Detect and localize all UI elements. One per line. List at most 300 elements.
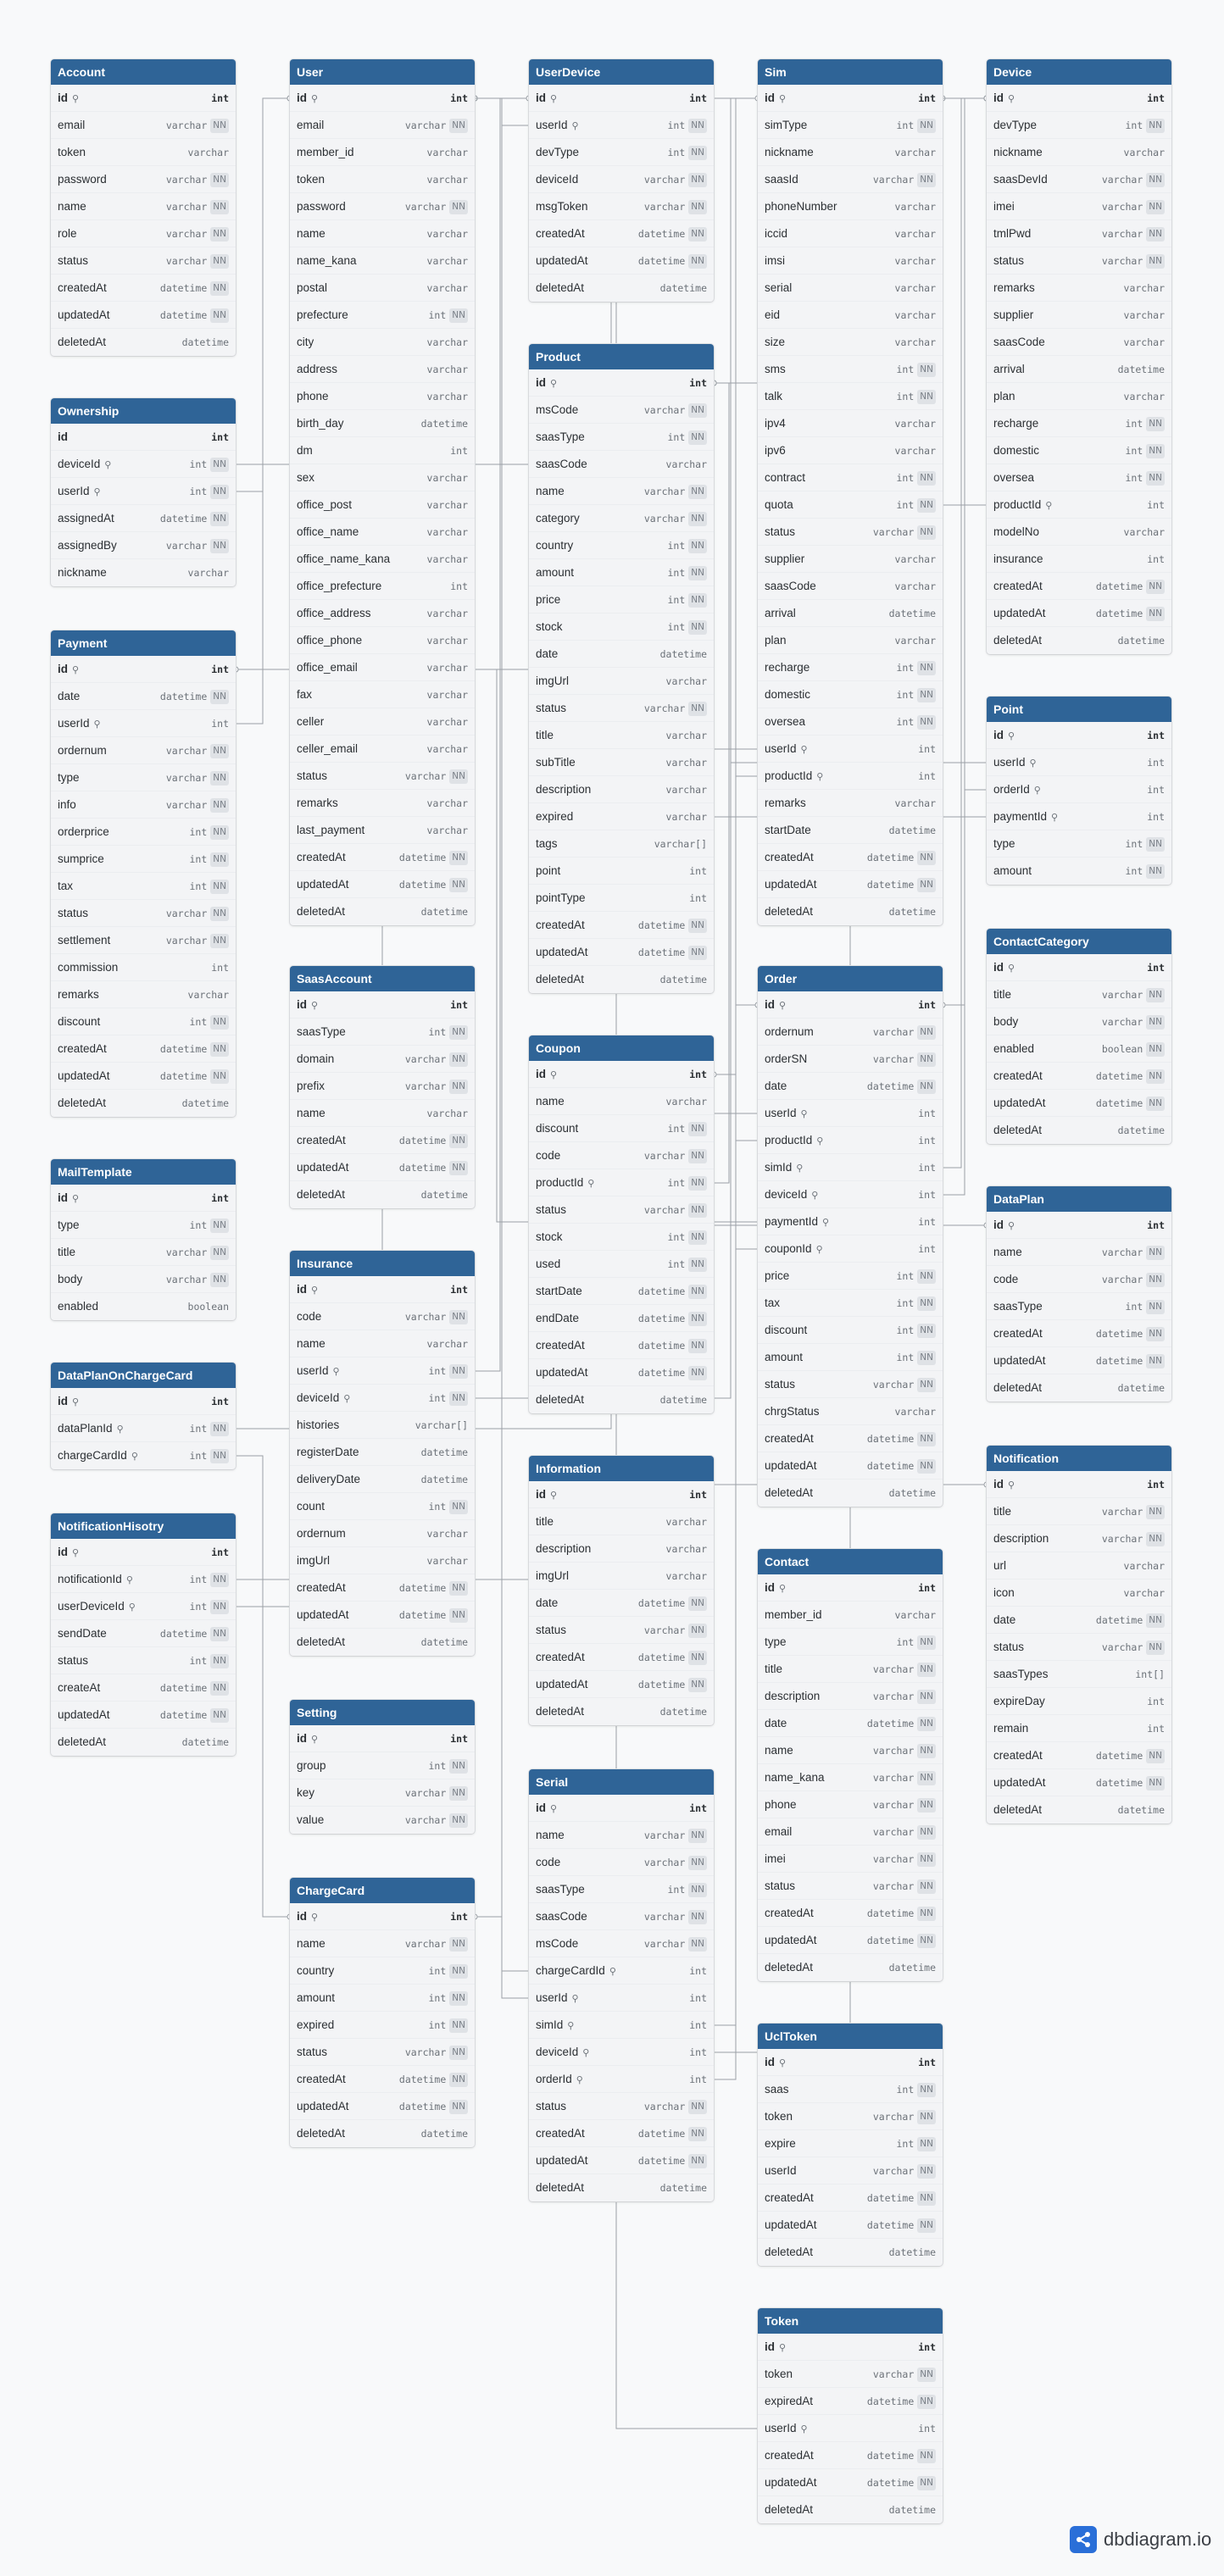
field-row[interactable]	[51, 329, 236, 356]
table-ownership[interactable]	[51, 398, 236, 586]
field-row[interactable]	[51, 559, 236, 586]
field-row[interactable]	[758, 302, 943, 329]
field-row[interactable]	[758, 2157, 943, 2185]
field-row[interactable]	[51, 927, 236, 954]
field-row[interactable]	[290, 844, 475, 871]
field-row[interactable]	[987, 1552, 1171, 1579]
field-row[interactable]	[290, 1547, 475, 1574]
field-row[interactable]	[51, 791, 236, 819]
field-row[interactable]	[758, 1181, 943, 1208]
field-row[interactable]	[529, 1508, 714, 1535]
field-row[interactable]	[51, 1266, 236, 1293]
field-row[interactable]	[987, 1090, 1171, 1117]
field-row[interactable]	[529, 858, 714, 885]
table-contact[interactable]	[758, 1549, 943, 1981]
field-row[interactable]	[51, 1008, 236, 1035]
field-row[interactable]	[51, 275, 236, 302]
field-row[interactable]	[529, 1698, 714, 1725]
field-row[interactable]	[758, 275, 943, 302]
table-point[interactable]	[987, 697, 1171, 885]
field-row[interactable]	[758, 1710, 943, 1737]
field-row[interactable]	[758, 1818, 943, 1846]
field-row[interactable]	[290, 1602, 475, 1629]
table-header[interactable]: UserDevice	[529, 59, 714, 85]
field-row[interactable]	[987, 1796, 1171, 1824]
field-row[interactable]	[290, 1154, 475, 1181]
field-row[interactable]	[290, 1574, 475, 1602]
field-row[interactable]	[290, 2066, 475, 2093]
field-row[interactable]	[758, 1290, 943, 1317]
field-row[interactable]	[529, 1115, 714, 1142]
field-row[interactable]	[987, 722, 1171, 749]
field-row[interactable]	[758, 1927, 943, 1954]
field-row[interactable]	[290, 898, 475, 925]
field-row[interactable]	[987, 1579, 1171, 1607]
field-row[interactable]	[529, 1957, 714, 1985]
field-row[interactable]	[51, 532, 236, 559]
field-row[interactable]	[290, 329, 475, 356]
field-row[interactable]	[987, 1607, 1171, 1634]
field-row[interactable]	[51, 1674, 236, 1702]
field-row[interactable]	[758, 1574, 943, 1602]
field-row[interactable]	[529, 559, 714, 586]
field-row[interactable]	[529, 451, 714, 478]
field-row[interactable]	[529, 478, 714, 505]
field-row[interactable]	[529, 1876, 714, 1903]
field-row[interactable]	[758, 1263, 943, 1290]
field-row[interactable]	[758, 519, 943, 546]
field-row[interactable]	[758, 1452, 943, 1480]
table-order[interactable]	[758, 966, 943, 1507]
field-row[interactable]	[758, 991, 943, 1019]
field-row[interactable]	[529, 1535, 714, 1563]
field-row[interactable]	[758, 1344, 943, 1371]
field-row[interactable]	[51, 1593, 236, 1620]
brand-logo[interactable]	[1070, 2525, 1211, 2554]
field-row[interactable]	[51, 900, 236, 927]
field-row[interactable]	[51, 166, 236, 193]
field-row[interactable]	[758, 1737, 943, 1764]
field-row[interactable]	[529, 1985, 714, 2012]
field-row[interactable]	[290, 708, 475, 736]
table-header[interactable]: ContactCategory	[987, 929, 1171, 954]
field-row[interactable]	[51, 1212, 236, 1239]
table-dataplanonchargecard[interactable]	[51, 1363, 236, 1469]
field-row[interactable]	[758, 1791, 943, 1818]
field-row[interactable]	[987, 1498, 1171, 1525]
field-row[interactable]	[51, 846, 236, 873]
field-row[interactable]	[290, 1985, 475, 2012]
field-row[interactable]	[987, 1266, 1171, 1293]
field-row[interactable]	[529, 1196, 714, 1224]
field-row[interactable]	[758, 220, 943, 247]
field-row[interactable]	[758, 1954, 943, 1981]
field-row[interactable]	[529, 532, 714, 559]
table-header[interactable]: Device	[987, 59, 1171, 85]
field-row[interactable]	[758, 2442, 943, 2469]
table-saasaccount[interactable]	[290, 966, 475, 1208]
field-row[interactable]	[529, 1930, 714, 1957]
field-row[interactable]	[290, 1779, 475, 1807]
table-header[interactable]: MailTemplate	[51, 1159, 236, 1185]
field-row[interactable]	[290, 1100, 475, 1127]
field-row[interactable]	[758, 2496, 943, 2523]
field-row[interactable]	[758, 1480, 943, 1507]
table-header[interactable]: UclToken	[758, 2024, 943, 2049]
field-row[interactable]	[51, 1566, 236, 1593]
field-row[interactable]	[529, 139, 714, 166]
field-row[interactable]	[987, 275, 1171, 302]
field-row[interactable]	[51, 656, 236, 683]
field-row[interactable]	[290, 220, 475, 247]
table-header[interactable]: Sim	[758, 59, 943, 85]
field-row[interactable]	[529, 1822, 714, 1849]
field-row[interactable]	[758, 2076, 943, 2103]
table-header[interactable]: Information	[529, 1456, 714, 1481]
field-row[interactable]	[758, 573, 943, 600]
field-row[interactable]	[290, 1412, 475, 1439]
field-row[interactable]	[290, 627, 475, 654]
table-header[interactable]: Payment	[51, 630, 236, 656]
field-row[interactable]	[758, 1127, 943, 1154]
table-header[interactable]: Token	[758, 2308, 943, 2334]
field-row[interactable]	[987, 546, 1171, 573]
field-row[interactable]	[529, 803, 714, 830]
field-row[interactable]	[987, 1769, 1171, 1796]
field-row[interactable]	[758, 2239, 943, 2266]
field-row[interactable]	[987, 329, 1171, 356]
field-row[interactable]	[987, 830, 1171, 858]
field-row[interactable]	[758, 654, 943, 681]
field-row[interactable]	[51, 1185, 236, 1212]
field-row[interactable]	[51, 424, 236, 451]
field-row[interactable]	[529, 722, 714, 749]
field-row[interactable]	[987, 1035, 1171, 1063]
field-row[interactable]	[987, 112, 1171, 139]
field-row[interactable]	[290, 546, 475, 573]
field-row[interactable]	[758, 2185, 943, 2212]
field-row[interactable]	[758, 2334, 943, 2361]
field-row[interactable]	[987, 1525, 1171, 1552]
field-row[interactable]	[758, 329, 943, 356]
field-row[interactable]	[529, 247, 714, 275]
field-row[interactable]	[51, 683, 236, 710]
field-row[interactable]	[529, 2039, 714, 2066]
field-row[interactable]	[758, 1046, 943, 1073]
field-row[interactable]	[290, 139, 475, 166]
field-row[interactable]	[758, 1873, 943, 1900]
field-row[interactable]	[987, 1742, 1171, 1769]
field-row[interactable]	[987, 356, 1171, 383]
field-row[interactable]	[758, 1398, 943, 1425]
field-row[interactable]	[758, 708, 943, 736]
field-row[interactable]	[290, 1957, 475, 1985]
field-row[interactable]	[51, 505, 236, 532]
field-row[interactable]	[290, 491, 475, 519]
field-row[interactable]	[758, 1073, 943, 1100]
field-row[interactable]	[758, 627, 943, 654]
field-row[interactable]	[529, 966, 714, 993]
table-header[interactable]: ChargeCard	[290, 1878, 475, 1903]
field-row[interactable]	[51, 112, 236, 139]
field-row[interactable]	[51, 1702, 236, 1729]
field-row[interactable]	[51, 85, 236, 112]
field-row[interactable]	[290, 112, 475, 139]
field-row[interactable]	[987, 410, 1171, 437]
field-row[interactable]	[51, 193, 236, 220]
field-row[interactable]	[51, 981, 236, 1008]
table-notificationhisotry[interactable]	[51, 1513, 236, 1756]
field-row[interactable]	[290, 991, 475, 1019]
field-row[interactable]	[290, 790, 475, 817]
field-row[interactable]	[758, 112, 943, 139]
field-row[interactable]	[529, 1142, 714, 1169]
field-row[interactable]	[758, 356, 943, 383]
field-row[interactable]	[987, 220, 1171, 247]
field-row[interactable]	[290, 1385, 475, 1412]
table-notification[interactable]	[987, 1446, 1171, 1824]
field-row[interactable]	[290, 1019, 475, 1046]
field-row[interactable]	[290, 356, 475, 383]
table-account[interactable]	[51, 59, 236, 356]
field-row[interactable]	[758, 871, 943, 898]
field-row[interactable]	[290, 1466, 475, 1493]
field-row[interactable]	[529, 2147, 714, 2174]
field-row[interactable]	[987, 981, 1171, 1008]
field-row[interactable]	[51, 764, 236, 791]
field-row[interactable]	[51, 1063, 236, 1090]
field-row[interactable]	[987, 1239, 1171, 1266]
table-setting[interactable]	[290, 1700, 475, 1834]
field-row[interactable]	[987, 858, 1171, 885]
field-row[interactable]	[987, 776, 1171, 803]
field-row[interactable]	[987, 85, 1171, 112]
table-device[interactable]	[987, 59, 1171, 654]
field-row[interactable]	[758, 85, 943, 112]
field-row[interactable]	[290, 1493, 475, 1520]
field-row[interactable]	[987, 803, 1171, 830]
field-row[interactable]	[529, 220, 714, 247]
field-row[interactable]	[290, 1357, 475, 1385]
field-row[interactable]	[758, 464, 943, 491]
field-row[interactable]	[529, 776, 714, 803]
field-row[interactable]	[758, 383, 943, 410]
field-row[interactable]	[758, 1208, 943, 1235]
field-row[interactable]	[758, 898, 943, 925]
field-row[interactable]	[51, 451, 236, 478]
field-row[interactable]	[290, 302, 475, 329]
field-row[interactable]	[758, 763, 943, 790]
field-row[interactable]	[758, 491, 943, 519]
table-header[interactable]: Account	[51, 59, 236, 85]
field-row[interactable]	[290, 1807, 475, 1834]
field-row[interactable]	[51, 1090, 236, 1117]
field-row[interactable]	[51, 302, 236, 329]
field-row[interactable]	[529, 275, 714, 302]
field-row[interactable]	[290, 1930, 475, 1957]
field-row[interactable]	[987, 302, 1171, 329]
field-row[interactable]	[529, 505, 714, 532]
field-row[interactable]	[529, 1332, 714, 1359]
field-row[interactable]	[290, 247, 475, 275]
table-header[interactable]: Point	[987, 697, 1171, 722]
field-row[interactable]	[987, 1293, 1171, 1320]
field-row[interactable]	[987, 627, 1171, 654]
field-row[interactable]	[529, 1278, 714, 1305]
field-row[interactable]	[51, 1729, 236, 1756]
field-row[interactable]	[290, 1439, 475, 1466]
field-row[interactable]	[290, 193, 475, 220]
field-row[interactable]	[987, 1715, 1171, 1742]
field-row[interactable]	[290, 654, 475, 681]
field-row[interactable]	[758, 2212, 943, 2239]
field-row[interactable]	[290, 2039, 475, 2066]
field-row[interactable]	[51, 819, 236, 846]
field-row[interactable]	[290, 1903, 475, 1930]
field-row[interactable]	[529, 2174, 714, 2201]
field-row[interactable]	[290, 1127, 475, 1154]
field-row[interactable]	[51, 710, 236, 737]
field-row[interactable]	[290, 519, 475, 546]
field-row[interactable]	[758, 2049, 943, 2076]
field-row[interactable]	[51, 1442, 236, 1469]
field-row[interactable]	[290, 1303, 475, 1330]
field-row[interactable]	[758, 437, 943, 464]
field-row[interactable]	[51, 1620, 236, 1647]
table-header[interactable]: Serial	[529, 1769, 714, 1795]
field-row[interactable]	[51, 954, 236, 981]
field-row[interactable]	[529, 1061, 714, 1088]
field-row[interactable]	[51, 139, 236, 166]
table-header[interactable]: Coupon	[529, 1035, 714, 1061]
field-row[interactable]	[290, 763, 475, 790]
field-row[interactable]	[51, 737, 236, 764]
field-row[interactable]	[529, 695, 714, 722]
field-row[interactable]	[51, 1035, 236, 1063]
field-row[interactable]	[758, 166, 943, 193]
field-row[interactable]	[51, 1647, 236, 1674]
field-row[interactable]	[529, 1671, 714, 1698]
field-row[interactable]	[758, 1371, 943, 1398]
field-row[interactable]	[290, 600, 475, 627]
table-coupon[interactable]	[529, 1035, 714, 1413]
field-row[interactable]	[529, 1795, 714, 1822]
field-row[interactable]	[987, 193, 1171, 220]
field-row[interactable]	[758, 247, 943, 275]
field-row[interactable]	[758, 2469, 943, 2496]
field-row[interactable]	[290, 1752, 475, 1779]
field-row[interactable]	[529, 397, 714, 424]
field-row[interactable]	[987, 1634, 1171, 1661]
field-row[interactable]	[529, 2066, 714, 2093]
field-row[interactable]	[987, 1661, 1171, 1688]
field-row[interactable]	[758, 2103, 943, 2130]
field-row[interactable]	[987, 464, 1171, 491]
table-insurance[interactable]	[290, 1251, 475, 1656]
field-row[interactable]	[987, 247, 1171, 275]
field-row[interactable]	[290, 1181, 475, 1208]
table-header[interactable]: Setting	[290, 1700, 475, 1725]
table-header[interactable]: DataPlanOnChargeCard	[51, 1363, 236, 1388]
field-row[interactable]	[758, 1425, 943, 1452]
field-row[interactable]	[290, 1276, 475, 1303]
field-row[interactable]	[529, 586, 714, 613]
field-row[interactable]	[51, 873, 236, 900]
field-row[interactable]	[529, 369, 714, 397]
field-row[interactable]	[758, 1629, 943, 1656]
field-row[interactable]	[51, 247, 236, 275]
table-chargecard[interactable]	[290, 1878, 475, 2147]
field-row[interactable]	[290, 166, 475, 193]
field-row[interactable]	[529, 830, 714, 858]
field-row[interactable]	[529, 1359, 714, 1386]
table-product[interactable]	[529, 344, 714, 993]
field-row[interactable]	[529, 2120, 714, 2147]
field-row[interactable]	[529, 1088, 714, 1115]
field-row[interactable]	[758, 817, 943, 844]
field-row[interactable]	[51, 1539, 236, 1566]
field-row[interactable]	[758, 2361, 943, 2388]
field-row[interactable]	[758, 1656, 943, 1683]
table-mailtemplate[interactable]	[51, 1159, 236, 1320]
field-row[interactable]	[290, 573, 475, 600]
field-row[interactable]	[529, 668, 714, 695]
field-row[interactable]	[758, 736, 943, 763]
table-header[interactable]: DataPlan	[987, 1186, 1171, 1212]
field-row[interactable]	[987, 600, 1171, 627]
field-row[interactable]	[290, 1046, 475, 1073]
table-header[interactable]: Notification	[987, 1446, 1171, 1471]
table-sim[interactable]	[758, 59, 943, 925]
field-row[interactable]	[529, 1169, 714, 1196]
field-row[interactable]	[290, 871, 475, 898]
field-row[interactable]	[758, 1602, 943, 1629]
field-row[interactable]	[758, 1683, 943, 1710]
field-row[interactable]	[290, 1073, 475, 1100]
table-information[interactable]	[529, 1456, 714, 1725]
field-row[interactable]	[529, 912, 714, 939]
field-row[interactable]	[290, 464, 475, 491]
field-row[interactable]	[529, 424, 714, 451]
table-payment[interactable]	[51, 630, 236, 1117]
field-row[interactable]	[290, 410, 475, 437]
field-row[interactable]	[51, 1239, 236, 1266]
field-row[interactable]	[987, 1347, 1171, 1374]
field-row[interactable]	[529, 1251, 714, 1278]
field-row[interactable]	[529, 885, 714, 912]
field-row[interactable]	[290, 275, 475, 302]
field-row[interactable]	[758, 2415, 943, 2442]
table-header[interactable]: SaasAccount	[290, 966, 475, 991]
field-row[interactable]	[529, 1224, 714, 1251]
table-user[interactable]	[290, 59, 475, 925]
table-header[interactable]: Insurance	[290, 1251, 475, 1276]
field-row[interactable]	[987, 1063, 1171, 1090]
field-row[interactable]	[529, 2093, 714, 2120]
field-row[interactable]	[290, 681, 475, 708]
field-row[interactable]	[290, 437, 475, 464]
field-row[interactable]	[529, 2012, 714, 2039]
field-row[interactable]	[529, 613, 714, 641]
table-userdevice[interactable]	[529, 59, 714, 302]
field-row[interactable]	[987, 519, 1171, 546]
field-row[interactable]	[529, 85, 714, 112]
field-row[interactable]	[529, 641, 714, 668]
table-serial[interactable]	[529, 1769, 714, 2201]
field-row[interactable]	[51, 1388, 236, 1415]
field-row[interactable]	[529, 1305, 714, 1332]
field-row[interactable]	[758, 2130, 943, 2157]
